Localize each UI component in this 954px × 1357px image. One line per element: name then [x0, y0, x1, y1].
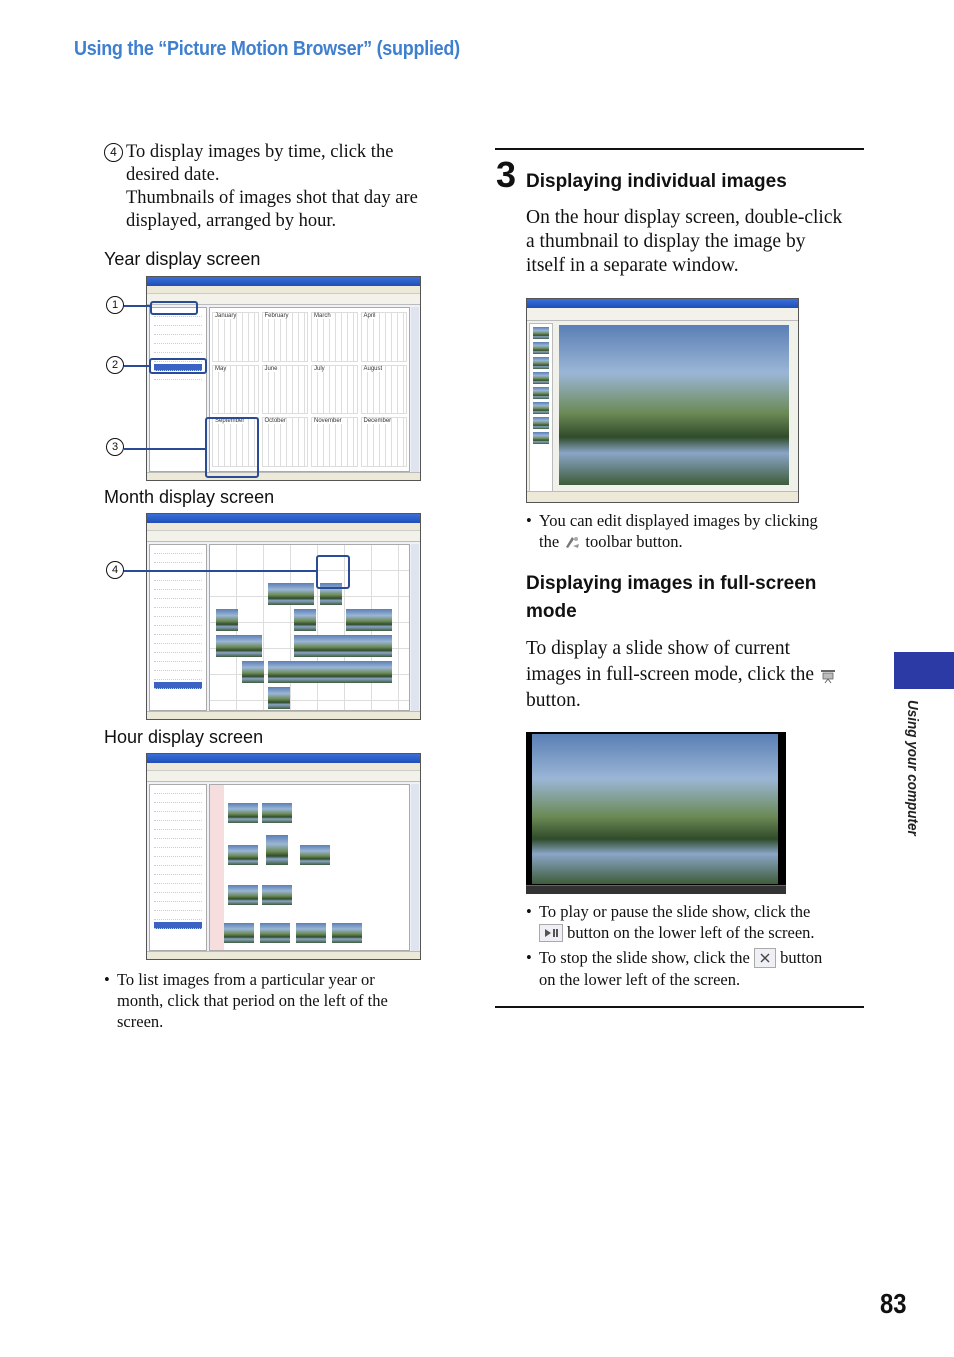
month-cell[interactable]: May	[212, 365, 259, 415]
month-cell[interactable]: December	[361, 417, 408, 467]
individual-image-window	[526, 298, 799, 503]
side-tab-label: Using your computer	[904, 700, 921, 836]
section3-number: 3	[496, 154, 517, 195]
play-pause-icon	[539, 924, 563, 942]
thumbnail[interactable]	[224, 923, 254, 943]
thumbnail[interactable]	[266, 835, 288, 865]
hour-scrollbar[interactable]	[411, 784, 419, 951]
callout-4: 4	[106, 561, 124, 579]
month-cell[interactable]: July	[311, 365, 358, 415]
step4-line1: To display images by time, click the	[126, 142, 394, 162]
year-scrollbar[interactable]	[411, 307, 419, 472]
fullscreen-paragraph: To display a slide show of current images in full-screen mode, click the button.	[526, 636, 866, 714]
month-screen-caption: Month display screen	[104, 487, 275, 507]
thumbnail[interactable]	[296, 923, 326, 943]
hour-folder-tree	[149, 784, 207, 951]
thumbnail[interactable]	[260, 923, 290, 943]
fullscreen-title: Displaying images in full-screen mode	[526, 573, 817, 622]
callout-3: 3	[106, 438, 124, 456]
hour-display-screenshot	[146, 753, 421, 960]
month-scrollbar[interactable]	[411, 544, 419, 711]
section3-title: Displaying individual images	[526, 171, 787, 192]
month-cell[interactable]: August	[361, 365, 408, 415]
thumbnail[interactable]	[228, 803, 258, 823]
month-cell[interactable]: February	[262, 312, 309, 362]
stop-bullet: • To stop the slide show, click the button on the lower left of the screen.	[526, 948, 823, 990]
step4-line4: displayed, arranged by hour.	[126, 211, 337, 231]
thumbnail[interactable]	[262, 803, 292, 823]
close-icon	[754, 948, 776, 968]
slideshow-control-bar[interactable]	[526, 885, 786, 894]
month-cell[interactable]: March	[311, 312, 358, 362]
month-cell[interactable]: November	[311, 417, 358, 467]
filmstrip-pane[interactable]	[529, 323, 553, 494]
thumbnail[interactable]	[228, 845, 258, 865]
hour-thumbnail-pane	[209, 784, 410, 951]
month-display-screenshot	[146, 513, 421, 720]
year-screen-caption: Year display screen	[104, 249, 261, 269]
edit-bullet: • You can edit displayed images by clicking the toolbar button.	[526, 511, 818, 551]
month-cell[interactable]: April	[361, 312, 408, 362]
thumbnail[interactable]	[300, 845, 330, 865]
hour-screen-caption: Hour display screen	[104, 727, 264, 747]
page-number: 83	[880, 1288, 907, 1319]
main-image	[559, 325, 789, 485]
running-header: Using the “Picture Motion Browser” (supplied)	[74, 38, 460, 60]
thumbnail[interactable]	[332, 923, 362, 943]
play-pause-bullet: • To play or pause the slide show, click the button on the lower left of the screen.	[526, 902, 815, 942]
month-cell[interactable]: September	[212, 417, 259, 467]
step4-number: 4	[104, 143, 123, 162]
month-cell[interactable]: January	[212, 312, 259, 362]
fullscreen-screenshot	[526, 732, 786, 894]
section-tab	[894, 652, 954, 689]
fullscreen-image	[532, 734, 778, 884]
thumbnail[interactable]	[262, 885, 292, 905]
step4-line3: Thumbnails of images shot that day are	[126, 188, 418, 208]
callout-1: 1	[106, 296, 124, 314]
month-cell[interactable]: October	[262, 417, 309, 467]
thumbnail[interactable]	[228, 885, 258, 905]
left-bullet: • To list images from a particular year or month, click that period on the left of the screen.	[104, 970, 388, 1031]
step4-block	[104, 141, 464, 233]
edit-toolbar-icon	[563, 534, 581, 550]
step4-line2: desired date.	[126, 165, 220, 185]
section3-paragraph: On the hour display screen, double-click a thumbnail to display the image by itself in a separate window.	[526, 207, 843, 276]
month-cell[interactable]: June	[262, 365, 309, 415]
slideshow-icon	[819, 666, 837, 682]
callout-2: 2	[106, 356, 124, 374]
